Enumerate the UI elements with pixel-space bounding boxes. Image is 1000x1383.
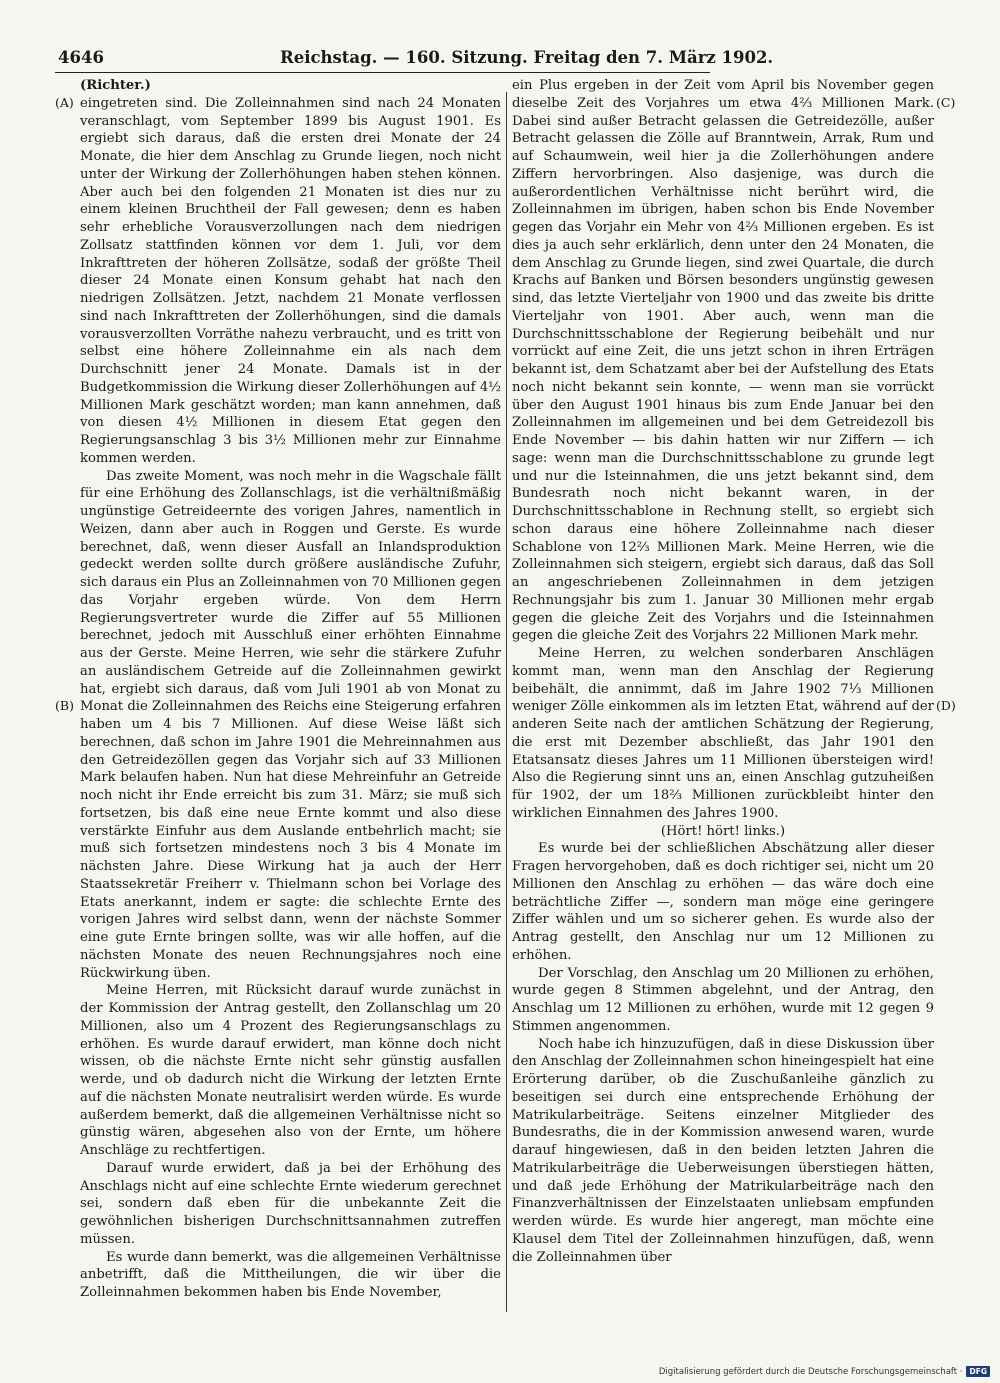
column-divider [506, 92, 507, 1312]
paragraph: Meine Herren, zu welchen sonderbaren Anschlägen kommt man, wenn man den Anschlag der Regierung beibehält, die annimmt, daß im Jahre 1902 7⅓ Millionen weniger Zölle einkommen als im letzten Etat, während auf der anderen Seite nach der amtlichen Schätzung der Regierung, die erst mit Dezember abschließt, das Jahr 1901 den Etatsansatz dieses Jahres um 11 Millionen übersteigen wird! Also die Regierung sinnt uns an, einen Anschlag gutzuheißen für 1902, der um 18⅔ Millionen zurückbleibt hinter den wirklichen Einnahmen des Jahres 1900. [512, 646, 934, 821]
digitization-footer [659, 1366, 990, 1377]
dfg-logo-icon: DFG [966, 1366, 990, 1377]
paragraph: Es wurde dann bemerkt, was die allgemeinen Verhältnisse anbetrifft, daß die Mittheilungen, die wir über die Zolleinnahmen bekommen haben bis Ende November, [80, 1249, 501, 1300]
footer-text: Digitalisierung gefördert durch die Deutsche Forschungsgemeinschaft · [658, 1366, 963, 1377]
paragraph: Der Vorschlag, den Anschlag um 20 Millionen zu erhöhen, wurde gegen 8 Stimmen abgelehnt, und der Antrag, den Anschlag um 12 Millionen zu erhöhen, wurde mit 12 gegen 9 Stimmen angenommen. [512, 965, 934, 1034]
paragraph: eingetreten sind. Die Zolleinnahmen sind nach 24 Monaten veranschlagt, vom September 1899 bis August 1901. Es ergiebt sich daraus, daß die ersten drei Monate der 24 Monate, die hier dem Anschlag zu Grunde liegen, noch nicht unter der Wirkung der Zollerhöhungen haben stehen können. Aber auch bei den folgenden 21 Monaten ist dies nur zu einem kleinen Bruchtheil der Fall gewesen; denn es haben sehr erhebliche Vorausverzollungen nach dem niedrigen Zollsatz stattfinden können vor dem 1. Juli, vor dem Inkrafttreten der höheren Zollsätze, sodaß der größte Theil dieser 24 Monate einen Konsum gehabt hat nach den niedrigen Zollsätzen. Jetzt, nachdem 21 Monate verflossen sind nach Inkrafttreten der Zollerhöhungen, sind die damals vorausverzollten Vorräthe nahezu verbraucht, und es tritt von selbst eine höhere Zolleinnahme ein als nach dem Durchschnitt jener 24 Monate. Damals ist in der Budgetkommission die Wirkung dieser Zollerhöhungen auf 4½ Millionen Mark geschätzt worden; man kann annehmen, daß von diesen 4½ Millionen in diesem Etat gegen den Regierungsanschlag 3 bis 3½ Millionen mehr zur Einnahme kommen werden. [80, 95, 501, 466]
left-column [80, 77, 501, 1302]
running-title: Reichstag. — 160. Sitzung. Freitag den 7. März 1902. [280, 48, 774, 67]
margin-mark-d: (D) [936, 698, 956, 713]
speaker-label: (Richter.) [80, 78, 151, 93]
interjection: (Hört! hört! links.) [660, 823, 786, 839]
page-header [55, 46, 774, 73]
paragraph: Noch habe ich hinzuzufügen, daß in diese Diskussion über den Anschlag der Zolleinnahmen schon hineingespielt hat eine Erörterung darüber, ob die Zuschußanleihe gänzlich zu beseitigen sei durch eine entsprechende Erhöhung der Matrikularbeiträge. Seitens einzelner Mitglieder des Bundesraths, die in der Kommission anwesend waren, wurde darauf hingewiesen, daß in den beiden letzten Jahren die Matrikularbeiträge die Ueberweisungen überstiegen hätten, und daß jede Erhöhung der Matrikularbeiträge nach den Finanzverhältnissen der Einzelstaaten unliebsam empfunden werden würde. Es wurde hier angeregt, man möchte eine Klausel dem Titel der Zolleinnahmen hinzufügen, daß, wenn die Zolleinnahmen über [512, 1036, 934, 1265]
paragraph: Das zweite Moment, was noch mehr in die Wagschale fällt für eine Erhöhung des Zollanschlags, ist die verhältnißmäßig ungünstige Getreideernte des vorigen Jahres, namentlich in Weizen, dann aber auch in Roggen und Gerste. Es wurde berechnet, daß, wenn dieser Ausfall an Inlandsproduktion gedeckt werden sollte durch größere ausländische Zufuhr, sich daraus ein Plus an Zolleinnahmen von 70 Millionen gegen das Vorjahr ergeben würde. Von dem Herrn Regierungsvertreter wurde die Ziffer auf 55 Millionen berechnet, jedoch mit Ausschluß einer erhöhten Einnahme aus der Gerste. Meine Herren, wie sehr die stärkere Zufuhr an ausländischem Getreide auf die Zolleinnahmen gewirkt hat, ergiebt sich daraus, daß vom Juli 1901 ab von Monat zu Monat die Zolleinnahmen des Reichs eine Steigerung erfahren haben um 4 bis 7 Millionen. Auf diese Weise läßt sich berechnen, daß schon im Jahre 1901 die Mehreinnahmen aus den Getreidezöllen gegen das Vorjahr sich auf 33 Millionen Mark belaufen haben. Nun hat diese Mehreinfuhr an Getreide noch nicht ihr Ende erreicht bis zum 31. März; sie muß sich fortsetzen, bis daß eine neue Ernte kommt und also diese verstärkte Einfuhr aus dem Auslande entbehrlich macht; sie muß sich fortsetzen mindestens noch 3 bis 4 Monate im nächsten Jahre. Diese Wirkung hat ja auch der Herr Staatssekretär Freiherr v. Thielmann schon bei Vorlage des Etats anerkannt, indem er sagte: die schlechte Ernte des vorigen Jahres wird selbst dann, wenn der nächste Sommer eine gute Ernte bringen sollte, was wir alle hoffen, auf die nächsten Monate des neuen Rechnungsjahres noch eine Rückwirkung üben. [80, 468, 501, 981]
paragraph: Meine Herren, mit Rücksicht darauf wurde zunächst in der Kommission der Antrag gestellt, den Zollanschlag um 20 Millionen, also um 4 Prozent des Regierungsanschlags zu erhöhen. Es wurde darauf erwidert, man könne doch nicht wissen, ob die nächste Ernte nicht sehr günstig ausfallen werde, und ob dadurch nicht die Wirkung der letzten Ernte auf die nächsten Monate neutralisirt werden würde. Es wurde außerdem bemerkt, daß die allgemeinen Verhältnisse nicht so günstig wären, abgesehen also von der Ernte, um höhere Anschläge zu rechtfertigen. [80, 983, 501, 1158]
right-column [512, 77, 934, 1266]
margin-mark-c: (C) [936, 95, 956, 110]
margin-mark-a: (A) [55, 95, 74, 110]
paragraph: Es wurde bei der schließlichen Abschätzung aller dieser Fragen hervorgehoben, daß es doch richtiger sei, nicht um 20 Millionen den Anschlag zu erhöhen — das wäre doch eine beträchtliche Ziffer —, sondern man möge eine geringere Ziffer wählen und um so sicherer gehen. Es wurde also der Antrag gestellt, den Anschlag nur um 12 Millionen zu erhöhen. [512, 841, 934, 963]
paragraph: ein Plus ergeben in der Zeit vom April bis November gegen dieselbe Zeit des Vorjahres um etwa 4⅔ Millionen Mark. Dabei sind außer Betracht gelassen die Getreidezölle, außer Betracht gelassen die Zölle auf Branntwein, Arrak, Rum und auf Schaumwein, weil hier ja die Zollerhöhungen andere Ziffern hervorbringen. Also dasjenige, was durch die außerordentlichen Verhältnisse nicht berührt wird, die Zolleinnahmen im übrigen, haben schon bis Ende November gegen das Vorjahr ein Mehr von 4⅔ Millionen ergeben. Es ist dies ja auch sehr erklärlich, denn unter den 24 Monaten, die dem Anschlag zu Grunde liegen, sind zwei Quartale, die durch Krachs auf Banken und Börsen besonders ungünstig gewesen sind, das letzte Vierteljahr von 1900 und das zweite bis dritte Vierteljahr von 1901. Aber auch, wenn man die Durchschnittsschablone der Regierung beibehält und nur vorrückt auf eine Zeit, die uns jetzt schon in ihren Erträgen bekannt ist, dem Schatzamt aber bei der Aufstellung des Etats noch nicht bekannt sein konnte, — wenn man sie vorrückt über den August 1901 hinaus bis zum Ende Januar bei den Zolleinnahmen im allgemeinen und bei dem Getreidezoll bis Ende November — bis dahin hatten wir nur Ziffern — ich sage: wenn man die Durchschnittsschablone zu grunde legt und nur die Isteinnahmen, die uns jetzt bekannt sind, dem Bundesrath noch nicht bekannt waren, in der Durchschnittsschablone in Rechnung stellt, so ergiebt sich schon daraus eine höhere Zolleinnahme nach dieser Schablone von 12⅔ Millionen Mark. Meine Herren, wie die Zolleinnahmen sich steigern, ergiebt sich daraus, daß das Soll an angeschriebenen Zolleinnahmen in dem jetzigen Rechnungsjahr bis zum 1. Januar 30 Millionen mehr ergab gegen die gleiche Zeit des Vorjahrs und die Isteinnahmen gegen die gleiche Zeit des Vorjahrs 22 Millionen Mark mehr. [512, 78, 934, 644]
margin-mark-b: (B) [55, 698, 74, 713]
paragraph: Darauf wurde erwidert, daß ja bei der Erhöhung des Anschlags nicht auf eine schlechte Ernte wiederum gerechnet sei, sondern daß eben für die unbekannte Zeit die gewöhnlichen bisherigen Durchschnittsannahmen zutreffen müssen. [80, 1160, 501, 1247]
page-number: 4646 [58, 48, 104, 67]
